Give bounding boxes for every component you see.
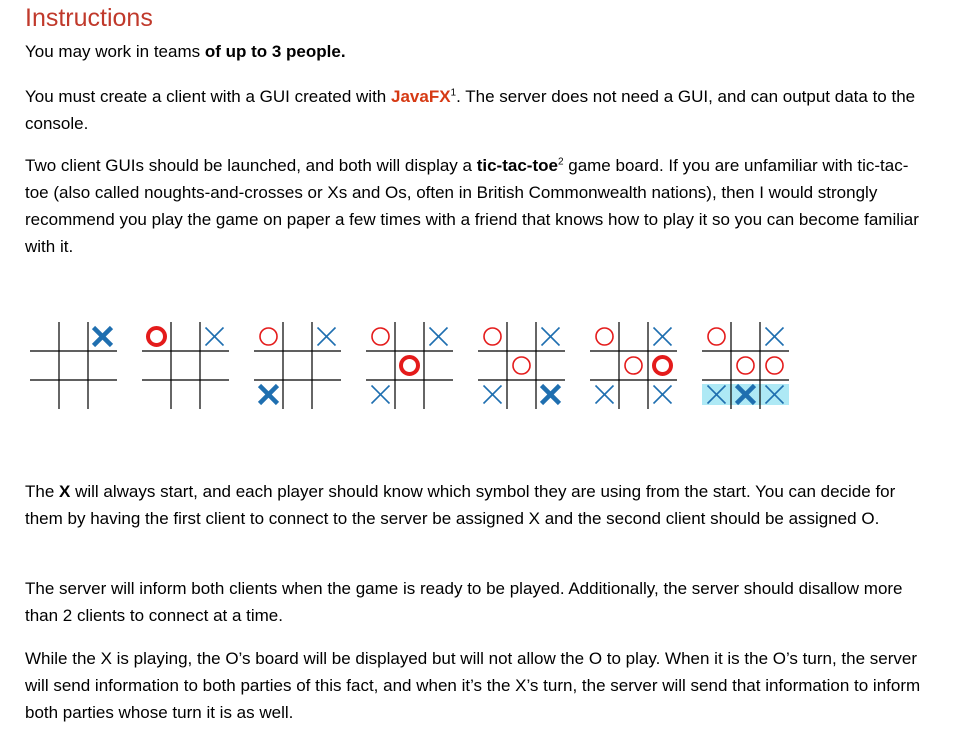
x-mark bbox=[372, 386, 390, 404]
paragraph-turns: While the X is playing, the O’s board will be displayed but will not allow the O to play. When it is the O’s turn, the server will send information to both parties of this fact, and when it’s the X’s turn, the server will send that information to inform both parties whose turn it is as well. bbox=[25, 649, 921, 722]
footnote-ref-1: 1 bbox=[450, 87, 457, 99]
x-mark bbox=[654, 386, 672, 404]
o-mark bbox=[260, 328, 277, 345]
x-mark bbox=[318, 328, 336, 346]
x-mark bbox=[484, 386, 502, 404]
bold-x: X bbox=[59, 482, 71, 501]
paragraph-x-starts bbox=[25, 478, 925, 532]
x-mark bbox=[596, 386, 614, 404]
o-mark bbox=[372, 328, 389, 345]
o-mark bbox=[737, 357, 754, 374]
footnote-ref-2: 2 bbox=[557, 156, 564, 168]
board-2 bbox=[142, 322, 229, 409]
x-mark bbox=[654, 328, 672, 346]
text: You must create a client with a GUI created with bbox=[25, 87, 391, 106]
o-mark bbox=[401, 357, 418, 374]
board-7 bbox=[702, 322, 789, 409]
bold-text: of up to 3 people. bbox=[204, 42, 346, 61]
o-mark bbox=[513, 357, 530, 374]
text: game board. If you are unfamiliar with tic-tac-toe (also called noughts-and-crosses or Xs and Os, often in British Commonwealth nations), then I would strongly recommend you play the game on paper a few times with a friend that knows how to play it so you can become familiar with it. bbox=[25, 156, 919, 256]
text: will always start, and each player should know which symbol they are using from the start. You can decide for them by having the first client to connect to the server be assigned X and the second client should be assigned O. bbox=[25, 482, 896, 528]
o-mark bbox=[654, 357, 671, 374]
x-mark bbox=[542, 328, 560, 346]
tic-tac-toe-example-sequence bbox=[0, 318, 977, 428]
o-mark bbox=[708, 328, 725, 345]
board-4 bbox=[366, 322, 453, 409]
board-6 bbox=[590, 322, 677, 409]
board-5 bbox=[478, 322, 565, 409]
board-1 bbox=[30, 322, 117, 409]
instructions-heading: Instructions bbox=[25, 4, 153, 32]
javafx-term: JavaFX bbox=[391, 87, 451, 106]
x-mark bbox=[260, 386, 278, 404]
o-mark bbox=[148, 328, 165, 345]
paragraph-teams bbox=[25, 38, 925, 65]
x-mark bbox=[542, 386, 560, 404]
text: Two client GUIs should be launched, and both will display a bbox=[25, 156, 477, 175]
text: . The server does not need a GUI, and can output data to the console. bbox=[25, 87, 916, 133]
o-mark bbox=[766, 357, 783, 374]
x-mark bbox=[430, 328, 448, 346]
tic-tac-toe-term: tic-tac-toe bbox=[476, 156, 558, 175]
o-mark bbox=[596, 328, 613, 345]
o-mark bbox=[625, 357, 642, 374]
paragraph-tic-tac-toe bbox=[25, 152, 925, 260]
x-mark bbox=[206, 328, 224, 346]
x-mark bbox=[766, 328, 784, 346]
o-mark bbox=[484, 328, 501, 345]
text: The bbox=[25, 482, 60, 501]
text: You may work in teams bbox=[25, 42, 205, 61]
paragraph-server-inform: The server will inform both clients when the game is ready to be played. Additionally, the server should disallow more than 2 clients to connect at a time. bbox=[25, 579, 903, 625]
x-mark bbox=[94, 328, 112, 346]
board-3 bbox=[254, 322, 341, 409]
paragraph-client-gui bbox=[25, 83, 925, 137]
